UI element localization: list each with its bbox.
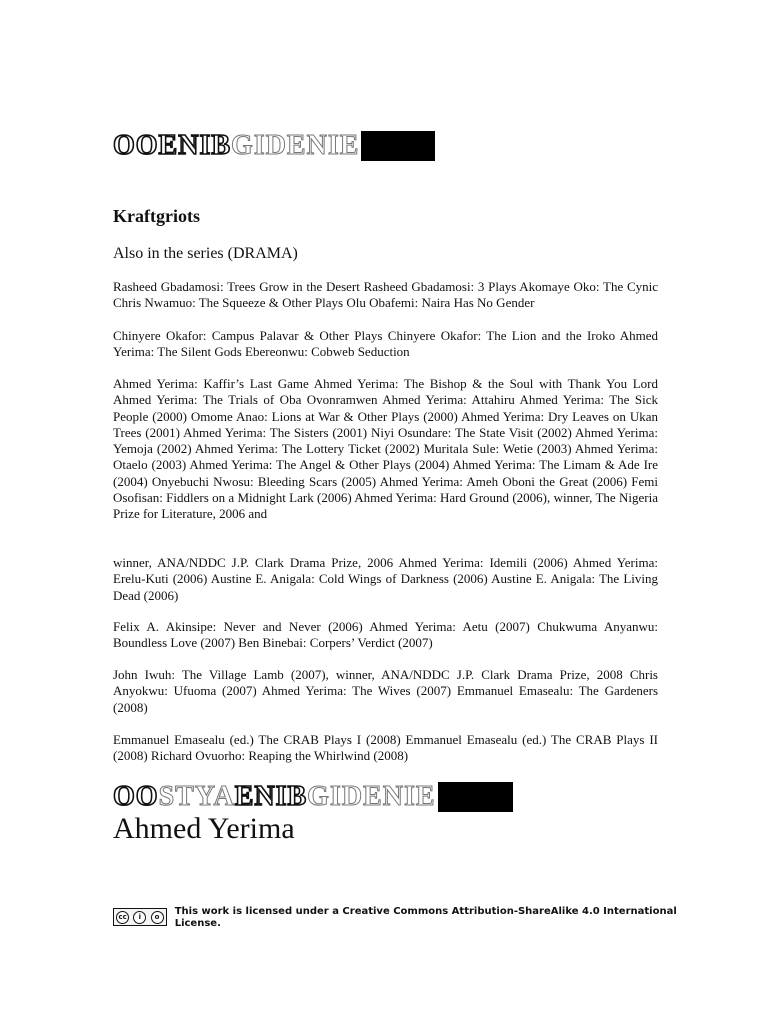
creative-commons-badge-icon[interactable]	[113, 908, 167, 926]
license-notice	[113, 906, 703, 930]
cc-logo-icon: cc	[116, 911, 129, 924]
redaction-block	[438, 782, 513, 812]
sharealike-icon: o	[151, 911, 164, 924]
garbled-title-outline-text: OO	[113, 781, 159, 812]
license-text: This work is licensed under a Creative Commons Attribution-ShareAlike 4.0 International License.	[174, 906, 677, 929]
series-list-paragraph: Felix A. Akinsipe: Never and Never (2006) Ahmed Yerima: Aetu (2007) Chukwuma Anyanwu: Boundless Love (2007) Ben Binebai: Corpers’ Verdict (2007)	[113, 619, 658, 651]
garbled-title-faint-text: GIDENIE	[307, 781, 436, 812]
series-list-paragraph: Ahmed Yerima: Kaffir’s Last Game Ahmed Yerima: The Bishop & the Soul with Thank You Lord Ahmed Yerima: The Trials of Oba Ovonramwen Ahmed Yerima: Attahiru Ahmed Yerima: The Sick People (2000) Omome Anao: Lions at War & Other Plays (2000) Ahmed Yerima: Dry Leaves on Ukan Trees (2001) Ahmed Yerima: The Sisters (2001) Niyi Osundare: The State Visit (2002) Ahmed Yerima: Yemoja (2002) Ahmed Yerima: The Lottery Ticket (2002) Muritala Sule: Wetie (2003) Ahmed Yerima: Otaelo (2003) Ahmed Yerima: The Angel & Other Plays (2004) Ahmed Yerima: The Limam & Ade Ire (2004) Onyebuchi Nwosu: Bleeding Scars (2005) Ahmed Yerima: Ameh Oboni the Great (2006) Femi Osofisan: Fiddlers on a Midnight Lark (2006) Ahmed Yerima: Hard Ground (2006), winner, The Nigeria Prize for Literature, 2006 and	[113, 376, 658, 522]
series-list-paragraph: Rasheed Gbadamosi: Trees Grow in the Desert Rasheed Gbadamosi: 3 Plays Akomaye Oko: The Cynic Chris Nwamuo: The Squeeze & Other Plays Olu Obafemi: Naira Has No Gender	[113, 279, 658, 311]
garbled-title-faint-text: GIDENIE	[231, 130, 360, 161]
garbled-title-outline-text: OOENIB	[113, 130, 232, 161]
footer-garbled-title	[113, 782, 513, 812]
series-heading: Also in the series (DRAMA)	[113, 245, 298, 262]
series-list-paragraph: John Iwuh: The Village Lamb (2007), winner, ANA/NDDC J.P. Clark Drama Prize, 2008 Chris Anyokwu: Ufuoma (2007) Ahmed Yerima: The Wives (2007) Emmanuel Emasealu: The Gardeners (2008)	[113, 667, 658, 715]
garbled-title-outline-text: ENIB	[234, 781, 308, 812]
author-name: Ahmed Yerima	[113, 812, 295, 845]
header-garbled-title	[113, 131, 435, 161]
publisher-name: Kraftgriots	[113, 206, 200, 226]
garbled-title-faint-text: STYA	[158, 781, 235, 812]
redaction-block	[361, 131, 435, 161]
attribution-icon: i	[133, 911, 146, 924]
series-list-paragraph: Emmanuel Emasealu (ed.) The CRAB Plays I (2008) Emmanuel Emasealu (ed.) The CRAB Plays II (2008) Richard Ovuorho: Reaping the Whirlwind (2008)	[113, 732, 658, 764]
series-list-paragraph: Chinyere Okafor: Campus Palavar & Other Plays Chinyere Okafor: The Lion and the Iroko Ahmed Yerima: The Silent Gods Ebereonwu: Cobweb Seduction	[113, 328, 658, 360]
series-list-paragraph: winner, ANA/NDDC J.P. Clark Drama Prize, 2006 Ahmed Yerima: Idemili (2006) Ahmed Yerima: Erelu-Kuti (2006) Austine E. Anigala: Cold Wings of Darkness (2006) Austine E. Anigala: The Living Dead (2006)	[113, 555, 658, 603]
